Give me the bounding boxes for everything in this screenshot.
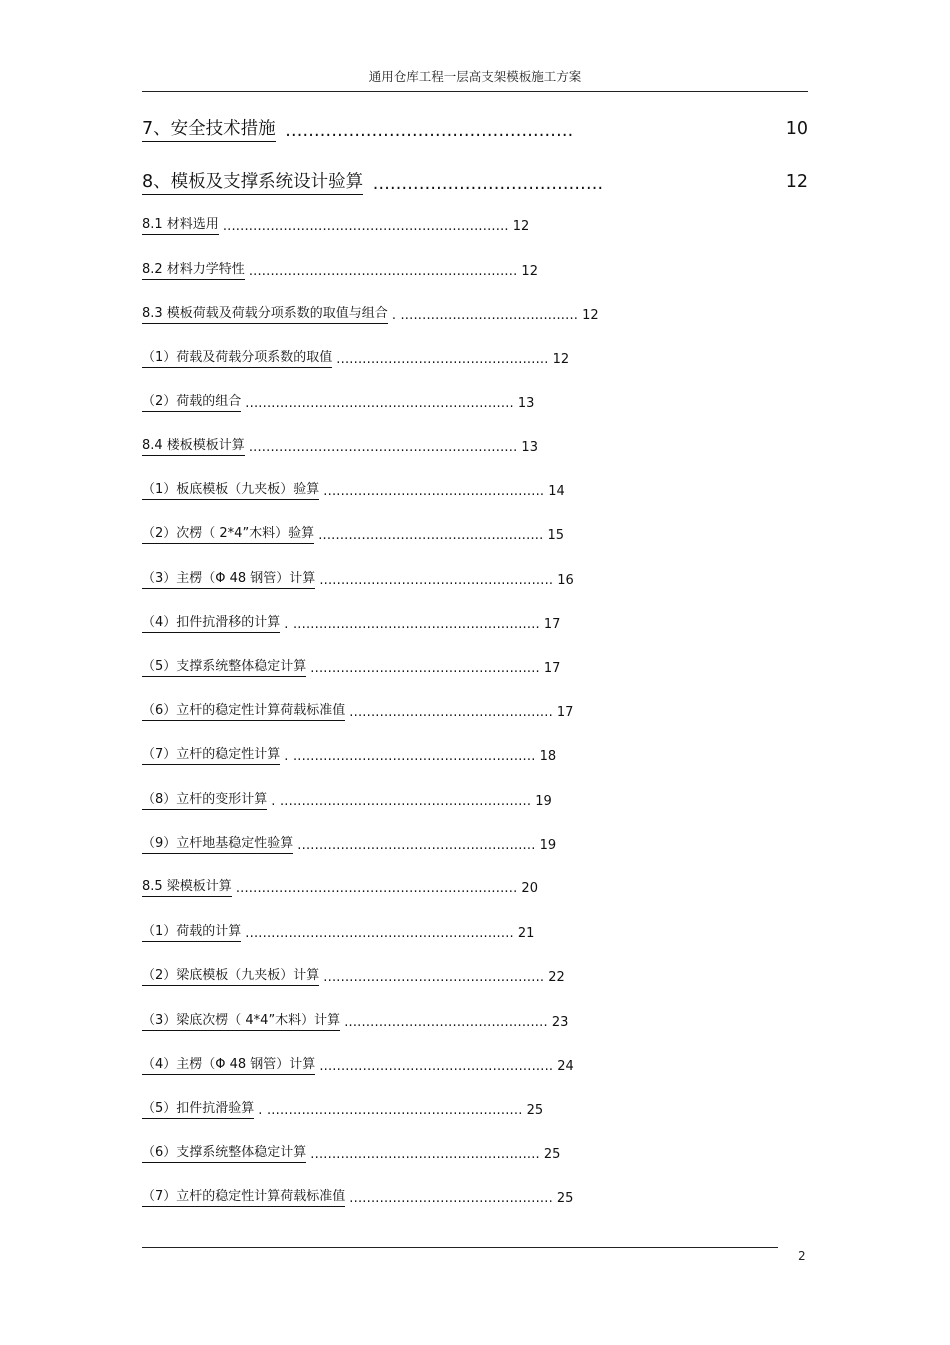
toc-page-number: 24 [557, 1059, 574, 1074]
toc-leader-dots: ..................................................... [310, 661, 540, 676]
toc-entry-label: （1）板底模板（九夹板）验算 [142, 482, 319, 500]
toc-page-number: 17 [556, 705, 574, 720]
toc-entry-label: （2）荷载的组合 [142, 394, 241, 412]
toc-entry-label: 8.4 楼板模板计算 [142, 438, 245, 456]
toc-page-number: 17 [543, 661, 561, 676]
toc-leader-dots: .............................................................. [245, 926, 514, 941]
toc-page-number: 16 [557, 573, 574, 588]
toc-entry-label: 8.1 材料选用 [142, 217, 219, 235]
toc-entry[interactable] [142, 924, 534, 942]
page-number: 2 [798, 1249, 806, 1263]
toc-leader-dots: ................................................................. [235, 881, 518, 896]
toc-entry-label: （2）次楞（ 2*4”木料）验算 [142, 526, 314, 544]
toc-page-number: 19 [535, 794, 552, 809]
toc-page-number: 13 [521, 440, 538, 455]
header-divider [142, 91, 808, 92]
toc-page-number: 12 [582, 308, 599, 323]
toc-leader-dots: ...................................................... [319, 1059, 554, 1074]
toc-leader-dots: ................................................. [336, 352, 549, 367]
toc-entry-label: （6）立杆的稳定性计算荷载标准值 [142, 703, 345, 721]
toc-leader-dots: ..................................................... [310, 1147, 540, 1162]
toc-leader-dots: .............................................................. [248, 264, 518, 279]
toc-page-number: 12 [521, 264, 538, 279]
toc-page-number: 22 [548, 970, 565, 985]
toc-entry[interactable] [142, 836, 556, 854]
toc-entry-label: （7）立杆的稳定性计算荷载标准值 [142, 1189, 345, 1207]
toc-entry[interactable] [142, 703, 573, 721]
toc-entry[interactable] [142, 747, 556, 765]
toc-entry-section-8[interactable] [142, 171, 603, 195]
toc-entry-label: 7、安全技术措施 [142, 118, 276, 142]
page-header-title: 通用仓库工程一层高支架模板施工方案 [368, 69, 582, 84]
toc-page-number: 12 [785, 172, 808, 192]
toc-entry-label: （7）立杆的稳定性计算 [142, 747, 280, 765]
toc-entry-label: 8.5 梁模板计算 [142, 879, 232, 897]
toc-entry-label: （1）荷载及荷载分项系数的取值 [142, 350, 332, 368]
toc-entry[interactable] [142, 306, 599, 324]
toc-leader-dots: ............................................... [349, 705, 553, 720]
toc-entry[interactable] [142, 526, 564, 544]
toc-leader-dots: . ........................................................ [284, 749, 536, 764]
toc-leader-dots: .................................................... [318, 528, 544, 543]
toc-leader-dots: .................................................................. [222, 219, 509, 234]
toc-leader-dots: ........................................ [372, 174, 604, 194]
toc-page-number: 17 [543, 617, 561, 632]
toc-leader-dots: .............................................................. [245, 396, 514, 411]
toc-entry[interactable] [142, 1101, 543, 1119]
toc-entry-label: 8.3 模板荷载及荷载分项系数的取值与组合 [142, 306, 388, 324]
toc-entry[interactable] [142, 482, 565, 500]
toc-leader-dots: ................................................... [323, 970, 545, 985]
toc-leader-dots: .............................................................. [248, 440, 518, 455]
toc-entry-label: （5）扣件抗滑验算 [142, 1101, 254, 1119]
toc-page-number: 12 [512, 219, 530, 234]
toc-page-number: 12 [552, 352, 570, 367]
toc-page-number: 23 [551, 1015, 569, 1030]
toc-entry-label: （3）梁底次楞（ 4*4”木料）计算 [142, 1013, 340, 1031]
toc-page-number: 25 [543, 1147, 561, 1162]
toc-entry[interactable] [142, 1189, 573, 1207]
toc-entry[interactable] [142, 1013, 568, 1031]
toc-leader-dots: . ......................................................... [284, 617, 540, 632]
footer-divider [142, 1247, 778, 1248]
toc-page-number: 18 [539, 749, 557, 764]
toc-entry[interactable] [142, 262, 538, 280]
toc-entry[interactable] [142, 879, 538, 897]
toc-entry[interactable] [142, 1145, 560, 1163]
toc-entry-label: （9）立杆地基稳定性验算 [142, 836, 293, 854]
toc-page-number: 15 [547, 528, 565, 543]
toc-entry-label: （8）立杆的变形计算 [142, 792, 267, 810]
toc-entry-section-7[interactable] [142, 118, 573, 142]
toc-page-number: 14 [548, 484, 565, 499]
toc-entry-label: （2）梁底模板（九夹板）计算 [142, 968, 319, 986]
toc-entry[interactable] [142, 350, 569, 368]
toc-leader-dots: ............................................... [349, 1191, 553, 1206]
toc-page-number: 21 [517, 926, 535, 941]
toc-leader-dots: . ......................................... [391, 308, 579, 323]
toc-entry-label: （4）主楞（Φ 48 钢管）计算 [142, 1057, 315, 1075]
toc-entry-label: （4）扣件抗滑移的计算 [142, 615, 280, 633]
toc-leader-dots: ...................................................... [319, 573, 554, 588]
toc-entry[interactable] [142, 217, 529, 235]
toc-leader-dots: ................................................... [323, 484, 545, 499]
toc-entry-label: 8.2 材料力学特性 [142, 262, 245, 280]
toc-entry[interactable] [142, 659, 560, 677]
toc-entry-label: （6）支撑系统整体稳定计算 [142, 1145, 306, 1163]
toc-entry[interactable] [142, 968, 565, 986]
toc-page-number: 25 [526, 1103, 544, 1118]
toc-page-number: 19 [539, 838, 557, 853]
toc-entry-label: （3）主楞（Φ 48 钢管）计算 [142, 571, 315, 589]
toc-entry[interactable] [142, 615, 560, 633]
toc-leader-dots: .................................................. [285, 121, 574, 141]
toc-entry-label: （5）支撑系统整体稳定计算 [142, 659, 306, 677]
toc-entry[interactable] [142, 1057, 574, 1075]
toc-entry[interactable] [142, 438, 538, 456]
toc-leader-dots: ............................................... [344, 1015, 548, 1030]
toc-leader-dots: . ........................................................... [258, 1103, 523, 1118]
toc-entry-label: （1）荷载的计算 [142, 924, 241, 942]
toc-page-number: 13 [517, 396, 535, 411]
toc-entry-label: 8、模板及支撑系统设计验算 [142, 171, 363, 195]
toc-page-number: 20 [521, 881, 538, 896]
toc-entry[interactable] [142, 394, 534, 412]
toc-entry[interactable] [142, 571, 574, 589]
toc-leader-dots: ....................................................... [297, 838, 536, 853]
toc-entry[interactable] [142, 792, 552, 810]
toc-leader-dots: . .......................................................... [271, 794, 532, 809]
toc-page-number: 25 [556, 1191, 574, 1206]
toc-page-number: 10 [785, 119, 808, 139]
